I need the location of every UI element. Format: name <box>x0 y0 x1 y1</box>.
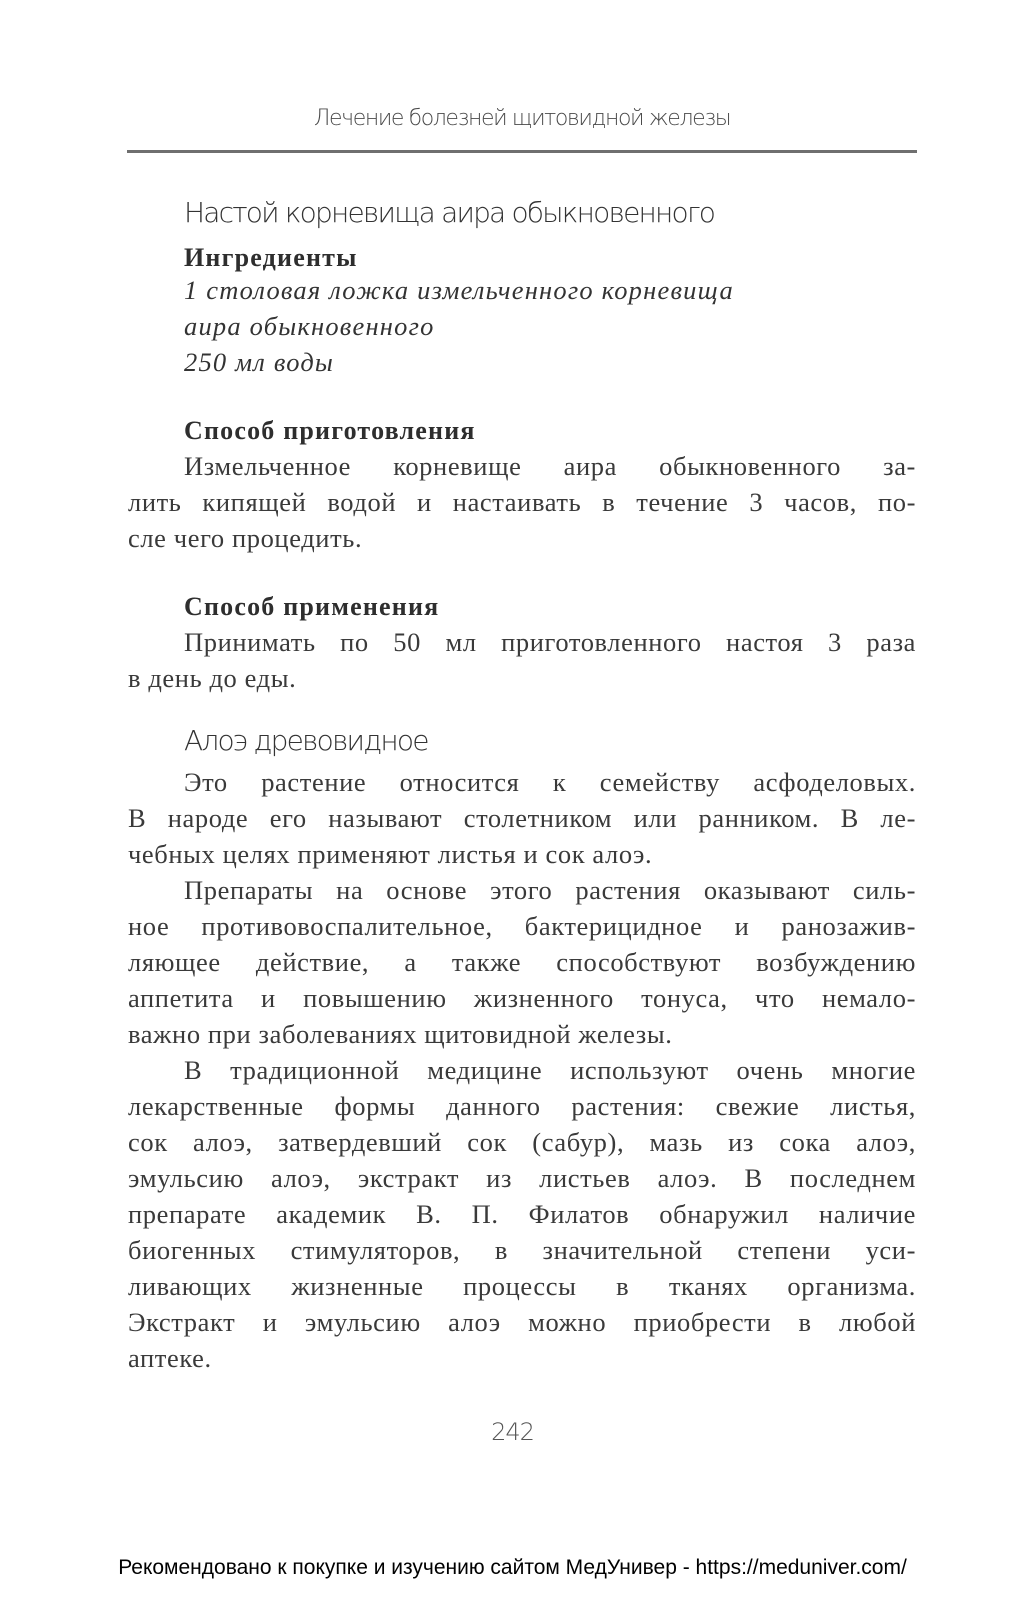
text-line: Принимать по 50 мл приготовленного настоя 3 раза <box>184 627 916 657</box>
text-line: ливающих жизненные процессы в тканях организма. <box>128 1271 916 1301</box>
text-line: Препараты на основе этого растения оказывают силь- <box>184 875 916 905</box>
text-line: ное противовоспалительное, бактерицидное и ранозажив- <box>128 911 916 941</box>
aloe-paragraph-2 <box>128 872 916 1052</box>
text-line: В народе его называют столетником или ранником. В ле- <box>128 803 916 833</box>
application-heading: Способ применения <box>184 592 440 621</box>
running-header: Лечение болезней щитовидной железы <box>313 106 731 131</box>
text-line: лекарственные формы данного растения: свежие листья, <box>128 1091 916 1121</box>
ingredient-line: аира обыкновенного <box>184 311 435 341</box>
text-line: препарате академик В. П. Филатов обнаружил наличие <box>128 1199 916 1229</box>
ingredients-list <box>184 272 734 380</box>
ingredient-line: 1 столовая ложка измельченного корневища <box>184 275 734 305</box>
text-line: биогенных стимуляторов, в значительной степени уси- <box>128 1235 916 1265</box>
page-number: 242 <box>491 1418 534 1446</box>
header-rule <box>127 150 917 153</box>
text-line: сок алоэ, затвердевший сок (сабур), мазь из сока алоэ, <box>128 1127 916 1157</box>
text-line: эмульсию алоэ, экстракт из листьев алоэ. В последнем <box>128 1163 916 1193</box>
preparation-paragraph <box>128 448 916 556</box>
section-title-aloe: Алоэ древовидное <box>184 724 428 757</box>
text-line: сле чего процедить. <box>128 523 363 553</box>
aloe-paragraph-1 <box>128 764 916 872</box>
text-line: Измельченное корневище аира обыкновенного за- <box>184 451 916 481</box>
application-paragraph <box>128 624 916 696</box>
text-line: чебных целях применяют листья и сок алоэ. <box>128 839 653 869</box>
preparation-heading: Способ приготовления <box>184 416 476 445</box>
aloe-paragraph-3 <box>128 1052 916 1376</box>
text-line: аптеке. <box>128 1343 212 1373</box>
text-line: ляющее действие, а также способствуют возбуждению <box>128 947 916 977</box>
ingredients-heading: Ингредиенты <box>184 243 358 272</box>
ingredient-line: 250 мл воды <box>184 347 335 377</box>
footer-link-text[interactable]: Рекомендовано к покупке и изучению сайтом МедУнивер - https://meduniver.com/ <box>118 1556 907 1579</box>
text-line: лить кипящей водой и настаивать в течение 3 часов, по- <box>128 487 916 517</box>
text-line: в день до еды. <box>128 663 297 693</box>
text-line: аппетита и повышению жизненного тонуса, что немало- <box>128 983 916 1013</box>
text-line: важно при заболеваниях щитовидной железы. <box>128 1019 673 1049</box>
text-line: Это растение относится к семейству асфоделовых. <box>184 767 916 797</box>
section-title-calamus: Настой корневища аира обыкновенного <box>184 196 715 229</box>
text-line: Экстракт и эмульсию алоэ можно приобрести в любой <box>128 1307 916 1337</box>
text-line: В традиционной медицине используют очень многие <box>184 1055 916 1085</box>
